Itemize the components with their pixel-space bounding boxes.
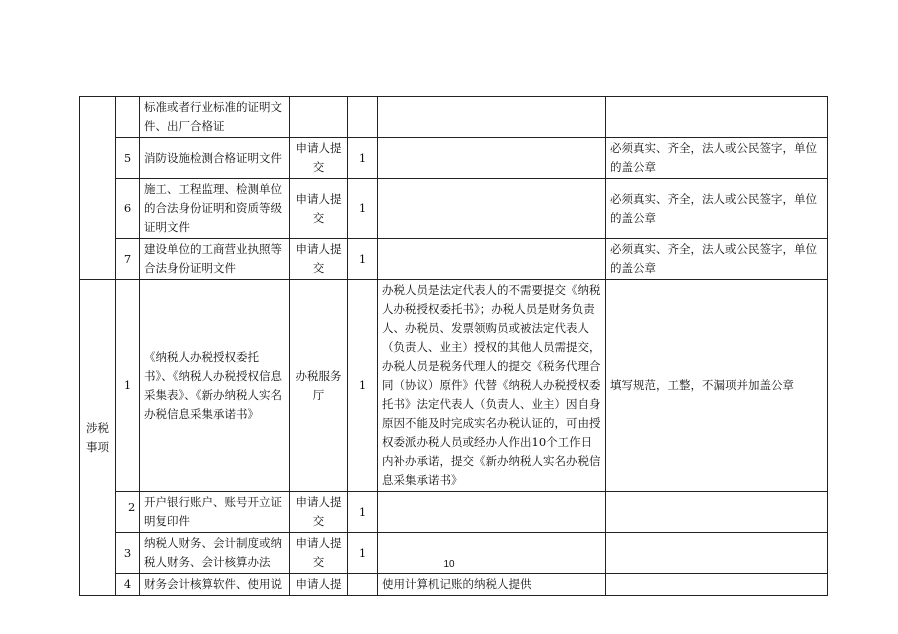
category-cell-continued [80, 97, 116, 280]
material-name: 开户银行账户、账号开立证明复印件 [140, 492, 290, 533]
material-requirement: 必须真实、齐全，法人或公民签字，单位的盖公章 [606, 138, 828, 179]
material-copies: 1 [348, 179, 378, 239]
category-cell-tax: 涉税事项 [80, 280, 116, 596]
row-number: 1 [116, 280, 140, 492]
material-requirement: 填写规范，工整，不漏项并加盖公章 [606, 280, 828, 492]
row-number: 6 [116, 179, 140, 239]
material-name: 建设单位的工商营业执照等合法身份证明文件 [140, 239, 290, 280]
material-source: 申请人提交 [290, 533, 348, 574]
material-requirement [606, 492, 828, 533]
material-requirement [606, 574, 828, 596]
material-source: 申请人提 [290, 574, 348, 596]
material-name: 标准或者行业标准的证明文件、出厂合格证 [140, 97, 290, 138]
table-row [80, 179, 828, 239]
row-number: 2 [128, 500, 136, 514]
material-source: 申请人提交 [290, 239, 348, 280]
material-notes [378, 179, 606, 239]
material-notes [378, 97, 606, 138]
table-row [80, 138, 828, 179]
material-source: 办税服务厅 [290, 280, 348, 492]
row-number: 7 [116, 239, 140, 280]
material-name: 纳税人财务、会计制度或纳税人财务、会计核算办法 [140, 533, 290, 574]
material-notes [378, 492, 606, 533]
table-row [80, 492, 828, 533]
page-number: 10 [443, 559, 455, 570]
table-row [80, 97, 828, 138]
material-notes: 办税人员是法定代表人的不需要提交《纳税人办税授权委托书》；办税人员是财务负责人、办税员、发票领购员或被法定代表人（负责人、业主）授权的其他人员需提交，办税人员是税务代理人的提交《税务代理合同（协议）原件》代替《纳税人办税授权委托书》法定代表人（负责人、业主）因自身原因不能及时完成实名办税认证的，可由授权委派办税人员或经办人作出10个工作日内补办承诺，提交《新办纳税人实名办税信息采集承诺书》 [378, 280, 606, 492]
table-row [80, 574, 828, 596]
row-number-cell [116, 492, 140, 533]
material-name: 财务会计核算软件、使用说 [140, 574, 290, 596]
material-source [290, 97, 348, 138]
material-copies: 1 [348, 239, 378, 280]
material-source: 申请人提交 [290, 492, 348, 533]
table-row [80, 239, 828, 280]
row-number: 4 [116, 574, 140, 596]
material-copies: 1 [348, 492, 378, 533]
row-number: 5 [116, 138, 140, 179]
material-source: 申请人提交 [290, 179, 348, 239]
material-source: 申请人提交 [290, 138, 348, 179]
material-requirement [606, 97, 828, 138]
material-notes [378, 138, 606, 179]
material-name: 《纳税人办税授权委托书》、《纳税人办税授权信息采集表》、《新办纳税人实名办税信息采集承诺书》 [140, 280, 290, 492]
material-requirement: 必须真实、齐全，法人或公民签字，单位的盖公章 [606, 179, 828, 239]
row-number: 3 [116, 533, 140, 574]
material-copies: 1 [348, 138, 378, 179]
material-copies [348, 574, 378, 596]
material-notes [378, 239, 606, 280]
material-copies [348, 97, 378, 138]
material-copies: 1 [348, 280, 378, 492]
table-row [80, 280, 828, 492]
material-name: 消防设施检测合格证明文件 [140, 138, 290, 179]
material-notes: 使用计算机记账的纳税人提供 [378, 574, 606, 596]
material-name: 施工、工程监理、检测单位的合法身份证明和资质等级证明文件 [140, 179, 290, 239]
material-copies: 1 [348, 533, 378, 574]
row-number [116, 97, 140, 138]
material-requirement: 必须真实、齐全，法人或公民签字，单位的盖公章 [606, 239, 828, 280]
materials-table [79, 96, 828, 596]
